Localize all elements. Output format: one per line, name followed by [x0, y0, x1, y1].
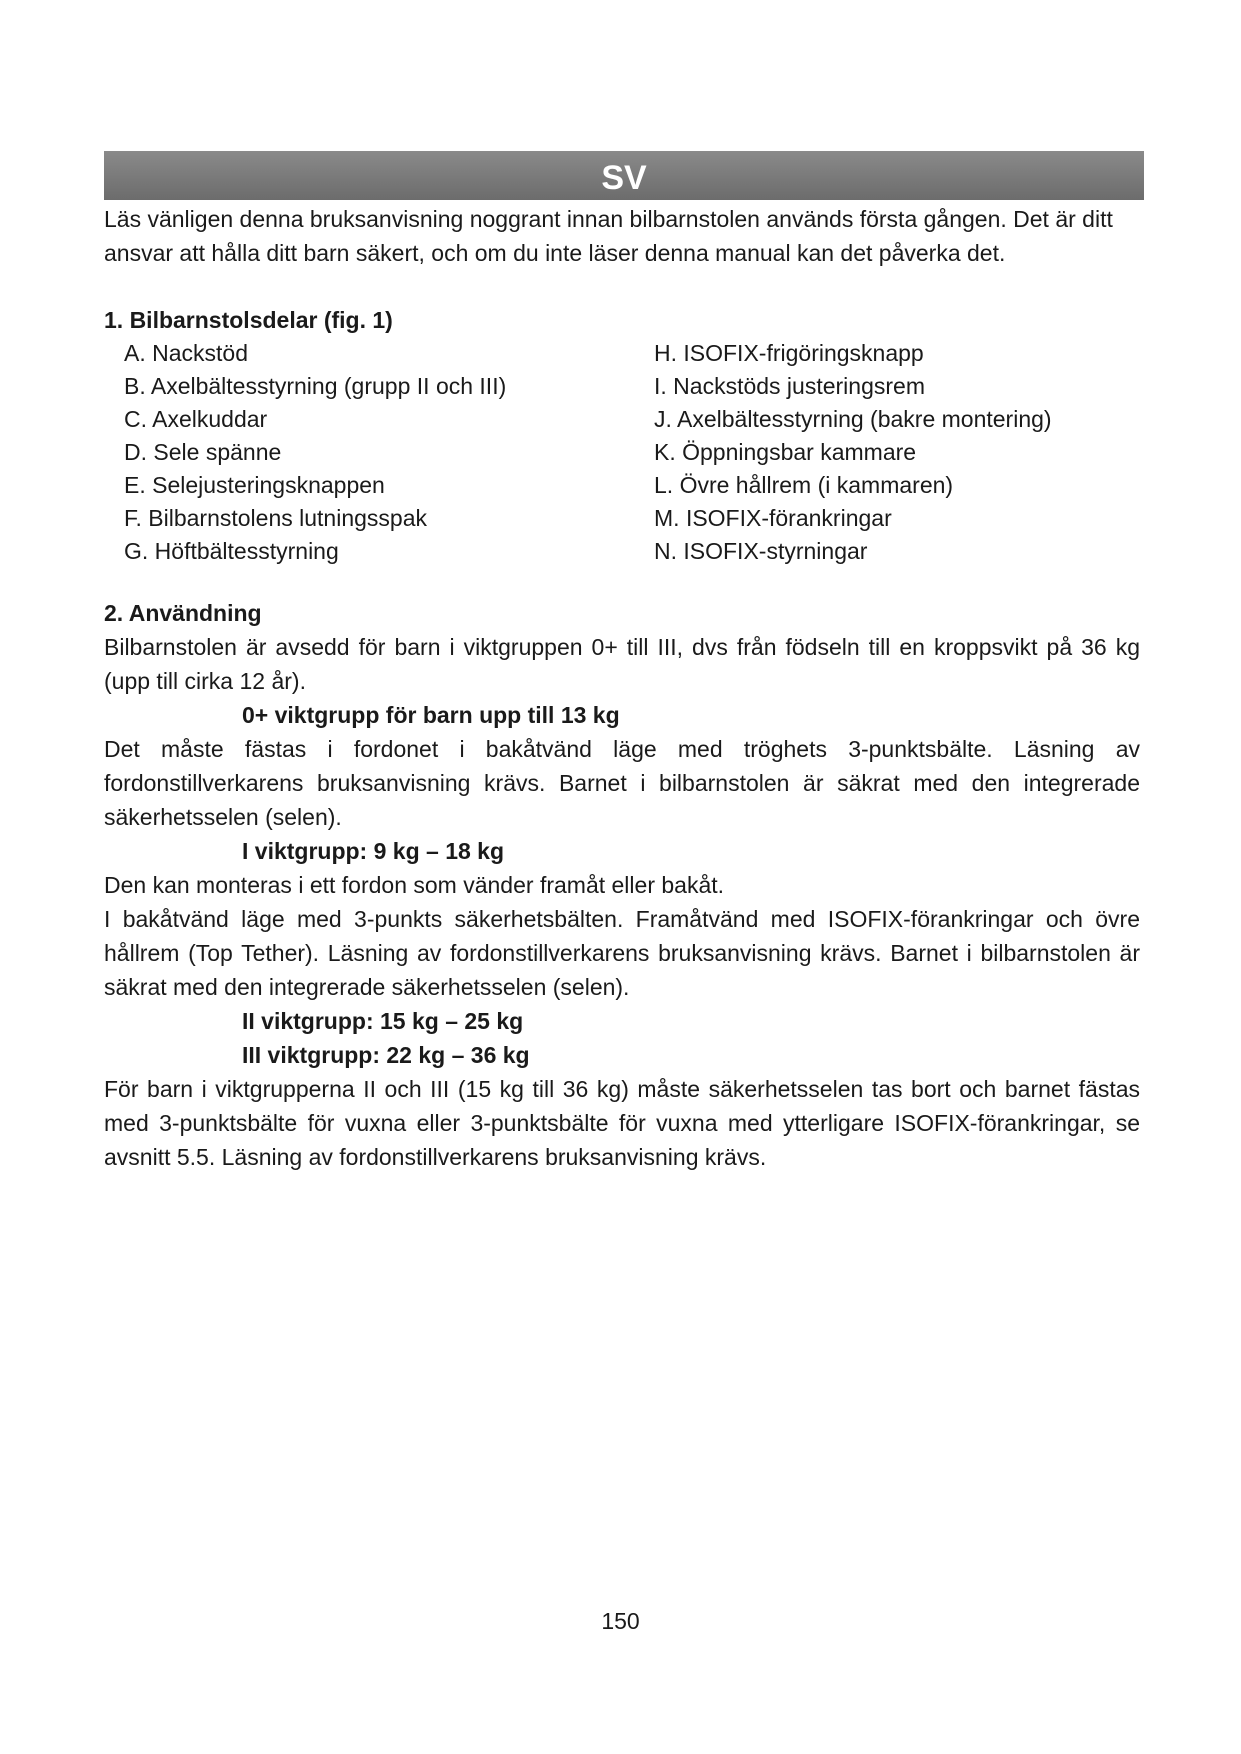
part-item: K. Öppningsbar kammare	[654, 439, 917, 465]
part-item: J. Axelbältesstyrning (bakre montering)	[654, 406, 1052, 432]
part-item: B. Axelbältesstyrning (grupp II och III)	[124, 373, 507, 399]
language-code: SV	[601, 159, 647, 197]
part-item: D. Sele spänne	[124, 439, 282, 465]
part-item: G. Höftbältesstyrning	[124, 538, 339, 564]
document-body	[104, 202, 1140, 1174]
part-item: C. Axelkuddar	[124, 406, 268, 432]
group-0-heading: 0+ viktgrupp för barn upp till 13 kg	[242, 702, 620, 728]
section-2-title: 2. Användning	[104, 600, 262, 626]
part-item: I. Nackstöds justeringsrem	[654, 373, 925, 399]
group-3-heading: III viktgrupp: 22 kg – 36 kg	[242, 1042, 530, 1068]
part-item: M. ISOFIX-förankringar	[654, 505, 892, 531]
group-2-heading: II viktgrupp: 15 kg – 25 kg	[242, 1008, 524, 1034]
part-item: A. Nackstöd	[124, 340, 248, 366]
section-1-title: 1. Bilbarnstolsdelar (fig. 1)	[104, 307, 393, 333]
part-item: L. Övre hållrem (i kammaren)	[654, 472, 954, 498]
group-1-heading: I viktgrupp: 9 kg – 18 kg	[242, 838, 505, 864]
language-header-bar	[104, 151, 1144, 200]
part-item: H. ISOFIX-frigöringsknapp	[654, 340, 924, 366]
group-1-text-a: Den kan monteras i ett fordon som vänder framåt eller bakåt.	[104, 872, 725, 898]
page-number: 150	[601, 1608, 640, 1634]
intro-paragraph: Läs vänligen denna bruksanvisning noggrant innan bilbarnstolen används första gången. Det är ditt ansvar att hålla ditt barn säkert, och om du inte läser denna manual kan det påverka det.	[104, 206, 1113, 266]
part-item: N. ISOFIX-styrningar	[654, 538, 868, 564]
group-2-3-text: För barn i viktgrupperna II och III (15 kg till 36 kg) måste säkerhetsselen tas bort och barnet fästas med 3-punktsbälte för vuxna eller 3-punktsbälte för vuxna med ytterligare ISOFIX-förankringar, se avsnitt 5.5. Läsning av fordonstillverkarens bruksanvisning krävs.	[104, 1076, 1140, 1170]
part-item: F. Bilbarnstolens lutningsspak	[124, 505, 427, 531]
group-1-text-b: I bakåtvänd läge med 3-punkts säkerhetsbälten. Framåtvänd med ISOFIX-förankringar och övre hållrem (Top Tether). Läsning av fordonstillverkarens bruksanvisning krävs. Barnet i bilbarnstolen är säkrat med den integrerade säkerhetsselen (selen).	[104, 906, 1140, 1000]
part-item: E. Selejusteringsknappen	[124, 472, 385, 498]
group-0-text: Det måste fästas i fordonet i bakåtvänd läge med tröghets 3-punktsbälte. Läsning av fordonstillverkarens bruksanvisning krävs. Barnet i bilbarnstolen är säkrat med den integrerade säkerhetsselen (selen).	[104, 736, 1140, 830]
parts-list	[104, 337, 1140, 568]
section-2-intro: Bilbarnstolen är avsedd för barn i viktgruppen 0+ till III, dvs från födseln till en kroppsvikt på 36 kg (upp till cirka 12 år).	[104, 634, 1140, 694]
